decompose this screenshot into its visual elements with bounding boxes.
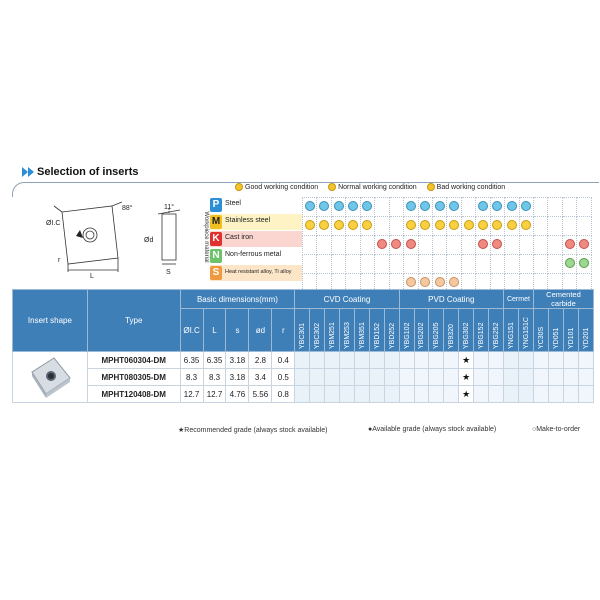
insert-photo-icon [20, 352, 80, 400]
grade-header: YBG102 [399, 309, 414, 352]
matrix-row-m [303, 217, 592, 236]
dim-cell: 4.76 [226, 386, 249, 403]
normal-face-icon [579, 239, 589, 249]
good-face-icon [507, 201, 517, 211]
dim-ic-label: ØI.C [46, 220, 61, 227]
table-row [13, 386, 594, 403]
cemented-carbide-header: Cemented carbide [533, 290, 593, 309]
dim-ic-header: ØI.C [180, 309, 203, 352]
good-face-icon [420, 201, 430, 211]
recommended-star: ★ [459, 386, 474, 403]
recommended-star: ★ [459, 369, 474, 386]
dim-cell: 12.7 [180, 386, 203, 403]
workpiece-material-label: Workpiece material [203, 211, 209, 263]
normal-face-icon [362, 201, 372, 211]
good-face-icon [334, 220, 344, 230]
good-face-icon [492, 220, 502, 230]
insert-shape-image [13, 352, 88, 403]
normal-face-icon [492, 239, 502, 249]
basic-dimensions-header: Basic dimensions(mm) [180, 290, 295, 309]
dim-cell: 12.7 [203, 386, 226, 403]
dim-cell: 2.8 [249, 352, 272, 369]
good-face-icon [449, 220, 459, 230]
normal-face-icon [362, 220, 372, 230]
dim-cell: 0.5 [272, 369, 295, 386]
grade-header: YNG151C [518, 309, 533, 352]
material-row-m [210, 214, 302, 230]
grade-header: YBC301 [295, 309, 310, 352]
normal-face-icon [449, 277, 459, 287]
normal-face-icon [391, 239, 401, 249]
good-face-icon [319, 201, 329, 211]
material-row-n [210, 248, 302, 264]
footnote-available: ●Available grade (always stock available) [368, 426, 497, 433]
normal-face-icon [521, 220, 531, 230]
material-name-n: Non-ferrous metal [225, 251, 282, 258]
condition-legend [235, 183, 513, 191]
material-letter-k: K [210, 232, 222, 246]
good-face-icon [348, 201, 358, 211]
good-face-icon [565, 258, 575, 268]
matrix-row-p [303, 198, 592, 217]
material-name-m: Stainless steel [225, 217, 271, 224]
bad-face-icon [427, 183, 435, 191]
good-face-icon [579, 258, 589, 268]
grade-header: YD201 [578, 309, 593, 352]
grade-header: YBM351 [354, 309, 369, 352]
section-title: Selection of inserts [37, 166, 139, 178]
recommended-star: ★ [459, 352, 474, 369]
insert-drawing [40, 200, 200, 280]
material-name-p: Steel [225, 200, 241, 207]
dim-cell: 0.8 [272, 386, 295, 403]
legend-good: Good working condition [235, 184, 318, 191]
good-face-icon [478, 201, 488, 211]
dim-s-label: S [166, 269, 171, 276]
good-face-icon [305, 220, 315, 230]
dim-cell: 3.4 [249, 369, 272, 386]
table-row [13, 369, 594, 386]
grade-header: YBC302 [310, 309, 325, 352]
grade-header: YBG202 [414, 309, 429, 352]
dim-cell: 8.3 [180, 369, 203, 386]
good-face-icon [435, 201, 445, 211]
normal-face-icon [507, 220, 517, 230]
grade-header: YB9320 [444, 309, 459, 352]
good-face-icon [478, 239, 488, 249]
good-face-icon [305, 201, 315, 211]
good-face-icon [435, 277, 445, 287]
dim-d-label: Ød [144, 237, 154, 244]
grade-header: YNG151 [504, 309, 519, 352]
grade-header: YD051 [548, 309, 563, 352]
matrix-row-n [303, 255, 592, 274]
dim-l-label: L [90, 273, 94, 280]
type-header: Type [87, 290, 180, 352]
dim-s-header: s [226, 309, 249, 352]
angle-88-label: 88° [122, 205, 133, 212]
good-face-icon [348, 220, 358, 230]
good-face-icon [435, 220, 445, 230]
type-cell: MPHT060304-DM [87, 352, 180, 369]
table-row [13, 352, 594, 369]
normal-face-icon [449, 201, 459, 211]
dim-cell: 3.18 [226, 369, 249, 386]
dim-cell: 6.35 [203, 352, 226, 369]
material-letter-n: N [210, 249, 222, 263]
type-cell: MPHT120408-DM [87, 386, 180, 403]
good-face-icon [420, 220, 430, 230]
grade-header: YC30S [533, 309, 548, 352]
grade-header: YBM251 [325, 309, 340, 352]
grade-header: YBM253 [339, 309, 354, 352]
dim-r-header: r [272, 309, 295, 352]
dim-l-header: L [203, 309, 226, 352]
material-name-s: Heat resistant alloy, Ti alloy [225, 269, 292, 275]
good-face-icon [319, 220, 329, 230]
good-face-icon [420, 277, 430, 287]
material-row-k [210, 231, 302, 247]
cermet-header: Cermet [504, 290, 534, 309]
grade-header: YBD252 [384, 309, 399, 352]
good-face-icon [406, 277, 416, 287]
footnote-make-to-order: ○Make-to-order [532, 426, 581, 433]
grade-header: YBG302 [459, 309, 474, 352]
angle-11-label: 11° [164, 204, 175, 211]
good-face-icon [406, 201, 416, 211]
legend-normal: Normal working condition [328, 184, 417, 191]
material-row-p [210, 197, 302, 213]
good-face-icon [492, 201, 502, 211]
footnote-recommended: ★Recommended grade (always stock available) [178, 427, 328, 434]
good-face-icon [235, 183, 243, 191]
cvd-coating-header: CVD Coating [295, 290, 399, 309]
dim-d-header: ød [249, 309, 272, 352]
material-name-k: Cast iron [225, 234, 254, 241]
good-face-icon [565, 239, 575, 249]
grade-header: YBG152 [474, 309, 489, 352]
insert-shape-header: Insert shape [13, 290, 88, 352]
grade-header: YBG205 [429, 309, 444, 352]
material-letter-p: P [210, 198, 222, 212]
dim-cell: 5.56 [249, 386, 272, 403]
dim-r-label: r [58, 257, 61, 264]
normal-face-icon [521, 201, 531, 211]
title-arrows-icon [22, 166, 36, 178]
dim-cell: 8.3 [203, 369, 226, 386]
dim-cell: 0.4 [272, 352, 295, 369]
normal-face-icon [464, 220, 474, 230]
good-face-icon [406, 239, 416, 249]
grade-header: YD101 [563, 309, 578, 352]
type-cell: MPHT080305-DM [87, 369, 180, 386]
pvd-coating-header: PVD Coating [399, 290, 503, 309]
dim-cell: 3.18 [226, 352, 249, 369]
material-letter-m: M [211, 216, 221, 227]
insert-table [12, 289, 594, 403]
legend-bad: Bad working condition [427, 184, 506, 191]
good-face-icon [406, 220, 416, 230]
matrix-row-k [303, 236, 592, 255]
good-face-icon [478, 220, 488, 230]
grade-header: YBG252 [489, 309, 504, 352]
normal-face-icon [328, 183, 336, 191]
dim-cell: 6.35 [180, 352, 203, 369]
grade-header: YBD152 [369, 309, 384, 352]
material-letter-s: S [210, 266, 222, 280]
good-face-icon [334, 201, 344, 211]
good-face-icon [377, 239, 387, 249]
material-row-s [210, 265, 302, 281]
grade-suitability-matrix [302, 197, 592, 293]
